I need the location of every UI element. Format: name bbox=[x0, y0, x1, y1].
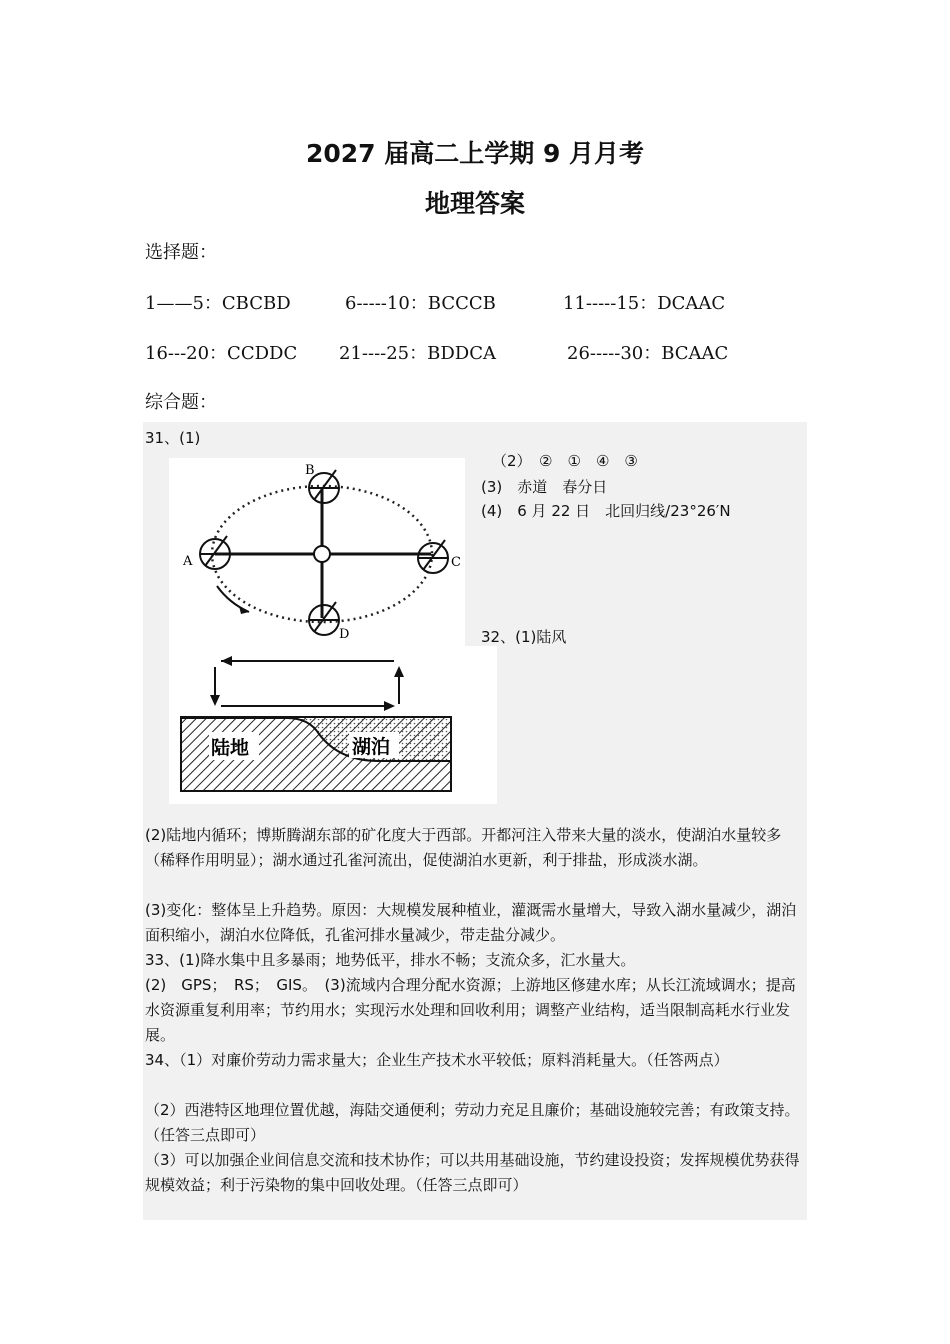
mc-heading: 选择题： bbox=[145, 242, 217, 263]
mc-answer: 21----25：BDDCA bbox=[339, 343, 496, 364]
earth-icon bbox=[309, 602, 339, 635]
q34-paragraph-2: （2）西港特区地理位置优越，海陆交通便利；劳动力充足且廉价；基础设施较完善；有政策支持。（任答三点即可） bbox=[145, 1101, 800, 1144]
lake-label: 湖泊 bbox=[352, 736, 391, 758]
land-lake-diagram bbox=[169, 646, 497, 804]
q32-paragraph-3: (3)变化：整体呈上升趋势。原因：大规模发展种植业，灌溉需水量增大，导致入湖水量减少，湖泊面积缩小，湖泊水位降低，孔雀河排水量减少，带走盐分减少。 bbox=[145, 901, 797, 944]
page-title: 2027 届高二上学期 9 月月考 bbox=[305, 139, 645, 168]
q34-paragraph-1: 34、（1）对廉价劳动力需求量大；企业生产技术水平较低；原料消耗量大。（任答两点） bbox=[145, 1051, 729, 1069]
q32-label: 32、(1)陆风 bbox=[481, 628, 567, 646]
q33-paragraph-2: (2) GPS； RS； GIS。 (3)流域内合理分配水资源；上游地区修建水库；从长江流域调水；提高水资源重复利用率；节约用水；实现污水处理和回收利用；调整产业结构，适当限制高耗水行业发展。 bbox=[145, 976, 796, 1044]
q31-label: 31、(1) bbox=[145, 429, 201, 447]
q31-answer-3: (3) 赤道 春分日 bbox=[481, 478, 608, 496]
comp-heading: 综合题： bbox=[145, 392, 217, 413]
orbit-label-a: A bbox=[183, 554, 193, 569]
q34-paragraph-3: （3）可以加强企业间信息交流和技术协作；可以共用基础设施，节约建设投资；发挥规模优势获得规模效益；利于污染物的集中回收处理。（任答三点即可） bbox=[145, 1151, 800, 1194]
mc-answer: 16---20：CCDDC bbox=[145, 343, 298, 364]
orbit-label-c: C bbox=[451, 555, 461, 570]
page-subtitle: 地理答案 bbox=[424, 189, 525, 218]
mc-answer: 11-----15：DCAAC bbox=[563, 293, 726, 314]
q31-answer-2: （2） ② ① ④ ③ bbox=[492, 452, 638, 470]
mc-answer: 1——5：CBCBD bbox=[145, 293, 291, 314]
mc-answer: 6-----10：BCCCB bbox=[345, 293, 496, 314]
land-label: 陆地 bbox=[211, 737, 250, 759]
q33-paragraph-1: 33、(1)降水集中且多暴雨；地势低平，排水不畅；支流众多，汇水量大。 bbox=[145, 951, 636, 969]
q31-answer-4: (4) 6 月 22 日 北回归线/23°26′N bbox=[481, 502, 731, 520]
q32-paragraph-2: (2)陆地内循环；博斯腾湖东部的矿化度大于西部。开都河注入带来大量的淡水，使湖泊水量较多（稀释作用明显）；湖水通过孔雀河流出，促使湖泊水更新，利于排盐，形成淡水湖。 bbox=[145, 826, 782, 869]
orbit-label-d: D bbox=[339, 627, 350, 642]
mc-answer: 26-----30：BCAAC bbox=[567, 343, 729, 364]
earth-icon bbox=[418, 540, 448, 573]
orbit-diagram bbox=[169, 458, 465, 646]
orbit-label-b: B bbox=[305, 463, 315, 478]
